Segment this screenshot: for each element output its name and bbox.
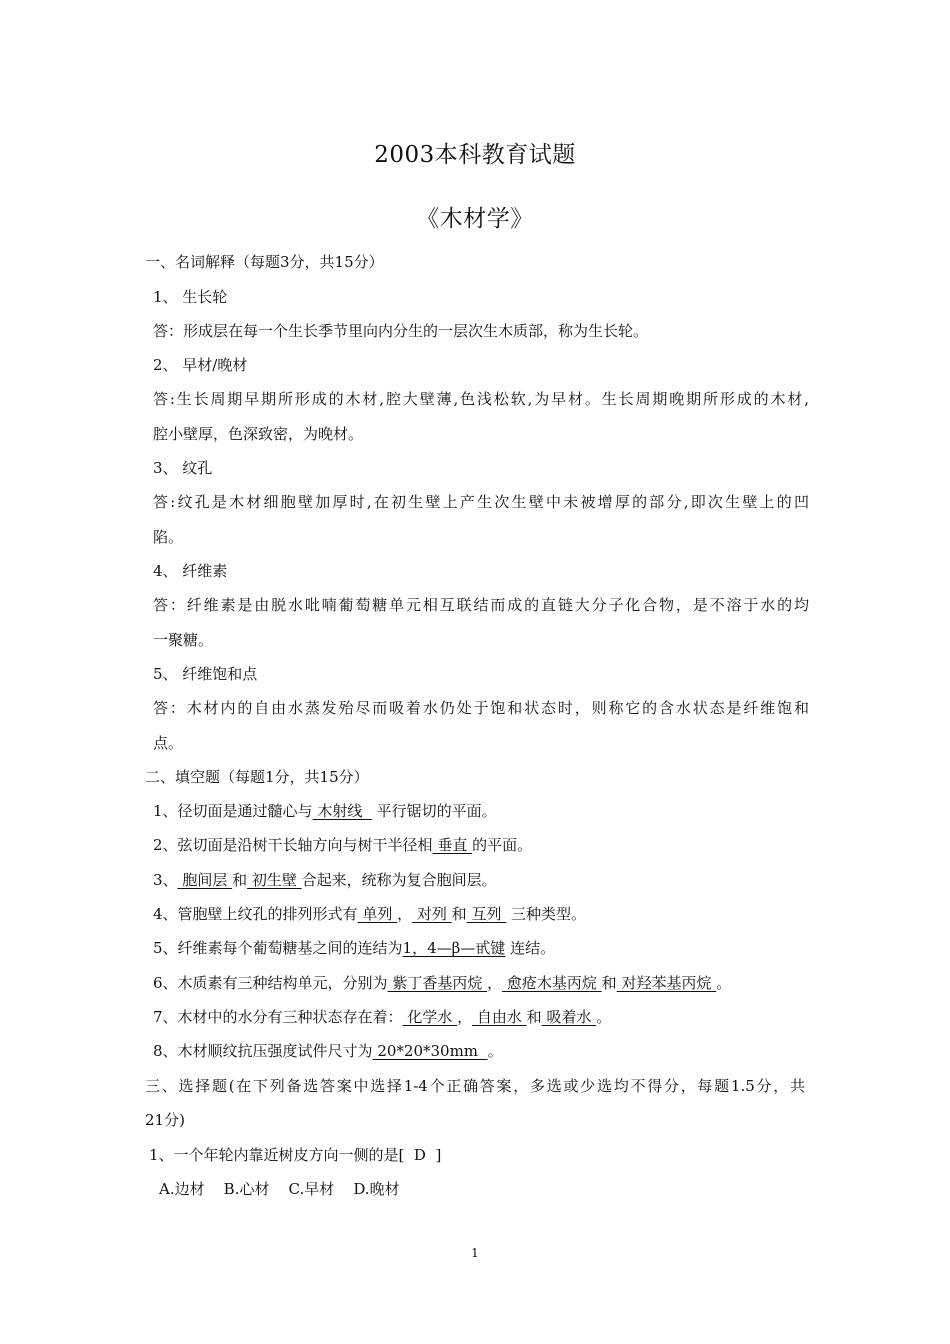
fill-text: 三种类型。 [506, 905, 586, 923]
fill-text: 。 [487, 1042, 503, 1060]
fill-answer: 20*20*30mm [372, 1042, 488, 1060]
fill-text: 和 [232, 871, 248, 889]
fill-text: 3、 [153, 871, 178, 889]
section3-heading-line2: 21分) [145, 1111, 185, 1129]
answer-5-line2: 点。 [153, 734, 184, 752]
section2-heading: 二、填空题（每题1分，共15分） [145, 768, 369, 786]
fill-question-8 [153, 1041, 503, 1061]
question-5-term: 5、 纤维饱和点 [153, 665, 258, 683]
fill-text: 的平面。 [472, 836, 533, 854]
answer-3-line2: 陷。 [153, 528, 184, 546]
fill-text: ， [397, 905, 413, 923]
fill-answer: 紫丁香基丙烷 [387, 974, 488, 992]
question-3-term: 3、 纹孔 [153, 459, 213, 477]
answer-4-line2: 一聚糖。 [153, 631, 214, 649]
fill-text: 。 [596, 1008, 612, 1026]
fill-text: 。 [716, 974, 732, 992]
choice-question-1: 1、一个年轮内靠近树皮方向一侧的是[ D ] [149, 1146, 442, 1164]
fill-text: 合起来，统称为复合胞间层。 [301, 871, 497, 889]
question-2-term: 2、 早材/晚材 [153, 356, 248, 374]
fill-question-4 [153, 904, 586, 924]
fill-answer: 吸着水 [541, 1008, 597, 1026]
fill-text: 和 [526, 1008, 542, 1026]
document-subtitle: 《木材学》 [416, 206, 534, 232]
fill-text: 8、木材顺纹抗压强度试件尺寸为 [153, 1042, 373, 1060]
fill-answer: 互列 [466, 905, 507, 923]
section1-heading: 一、名词解释（每题3分，共15分） [145, 253, 384, 271]
fill-question-2 [153, 835, 532, 855]
answer-2-line2: 腔小壁厚，色深致密，为晚材。 [153, 425, 364, 443]
fill-answer: 垂直 [432, 836, 473, 854]
answer-5-line1: 答：木材内的自由水蒸发殆尽而吸着水仍处于饱和状态时，则称它的含水状态是纤维饱和 [153, 699, 809, 717]
fill-text: 和 [451, 905, 467, 923]
document-title: 2003本科教育试题 [374, 142, 576, 168]
fill-text: 连结。 [505, 939, 556, 957]
fill-question-5 [153, 938, 555, 958]
fill-text: 4、管胞壁上纹孔的排列形式有 [153, 905, 358, 923]
fill-text: 6、木质素有三种结构单元，分别为 [153, 974, 388, 992]
fill-question-1 [153, 801, 497, 821]
fill-answer: 1，4—β—甙键 [402, 939, 506, 957]
fill-answer: 胞间层 [177, 871, 233, 889]
question-1-term: 1、 生长轮 [153, 288, 228, 306]
fill-answer: 初生壁 [247, 871, 302, 889]
fill-answer: 单列 [357, 905, 398, 923]
fill-text: 2、弦切面是沿树干长轴方向与树干半径相 [153, 836, 433, 854]
fill-text: 和 [601, 974, 617, 992]
fill-answer: 对列 [412, 905, 452, 923]
answer-3-line1: 答:纹孔是木材细胞壁加厚时,在初生壁上产生次生壁中未被增厚的部分,即次生壁上的凹 [153, 493, 809, 511]
fill-answer: 愈疮木基丙烷 [502, 974, 602, 992]
fill-text: ， [457, 1008, 473, 1026]
fill-text: 5、纤维素每个葡萄糖基之间的连结为 [153, 939, 403, 957]
section3-heading-line1: 三、选择题(在下列备选答案中选择1-4个正确答案，多选或少选均不得分，每题1.5分，共 [145, 1077, 805, 1095]
page-number: 1 [471, 1246, 479, 1260]
answer-1: 答：形成层在每一个生长季节里向内分生的一层次生木质部，称为生长轮。 [153, 322, 649, 340]
answer-4-line1: 答：纤维素是由脱水吡喃葡萄糖单元相互联结而成的直链大分子化合物，是不溶于水的均 [153, 596, 809, 614]
fill-question-7 [153, 1007, 611, 1027]
fill-answer: 木射线 [312, 802, 372, 820]
fill-answer: 自由水 [472, 1008, 527, 1026]
fill-text: 平行锯切的平面。 [371, 802, 497, 820]
question-4-term: 4、 纤维素 [153, 562, 228, 580]
fill-answer: 对羟苯基丙烷 [616, 974, 717, 992]
answer-2-line1: 答:生长周期早期所形成的木材,腔大壁薄,色浅松软,为早材。生长周期晚期所形成的木材, [153, 390, 809, 408]
choice-question-1-options: A.边材 B.心材 C.早材 D.晚材 [159, 1180, 400, 1198]
fill-text: 7、木材中的水分有三种状态存在着： [153, 1008, 403, 1026]
fill-question-3 [153, 870, 497, 890]
fill-question-6 [153, 973, 731, 993]
fill-text: 1、径切面是通过髓心与 [153, 802, 313, 820]
fill-text: ， [487, 974, 503, 992]
fill-answer: 化学水 [402, 1008, 458, 1026]
